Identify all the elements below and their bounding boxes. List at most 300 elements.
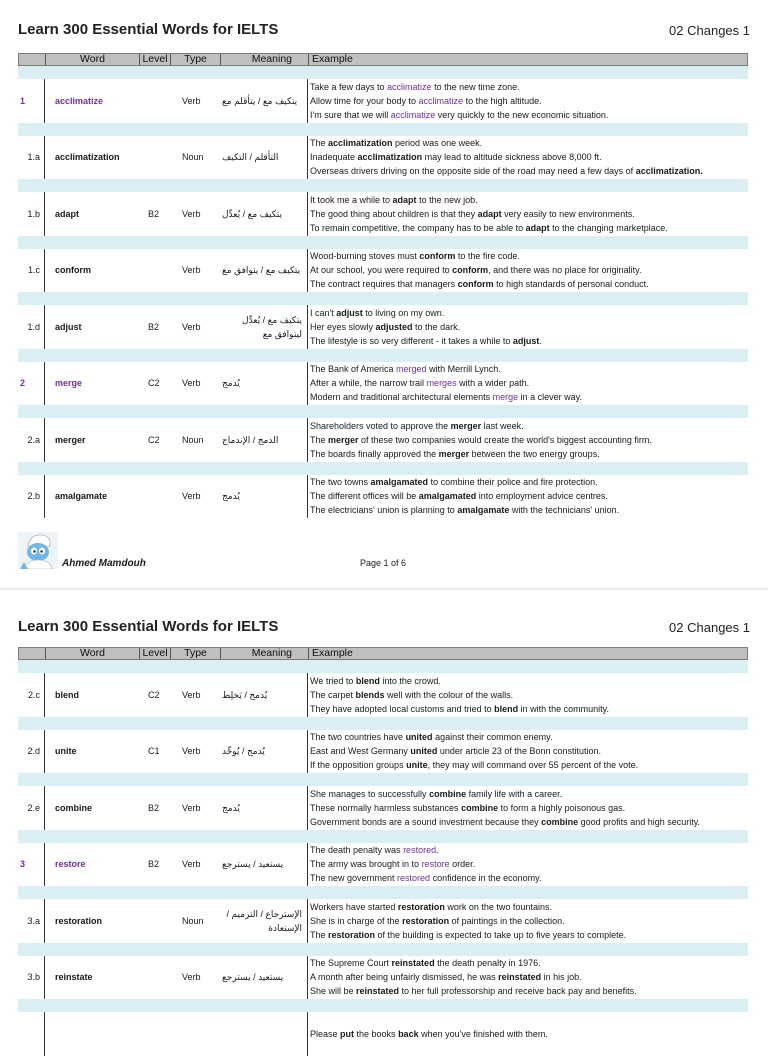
- example-fragment: under article 23 of the Bonn constitution.: [437, 746, 601, 757]
- example-sentence: [310, 249, 520, 263]
- row-spacer: [18, 999, 748, 1012]
- author-avatar: [18, 532, 58, 569]
- table-row: [18, 136, 748, 180]
- type-cell: Verb: [182, 491, 201, 502]
- example-fragment: put: [340, 1028, 355, 1039]
- changes-label: 02 Changes 1: [669, 620, 750, 635]
- table-row: [18, 362, 748, 406]
- example-fragment: adapt: [525, 222, 550, 233]
- row-number: 1.b: [27, 208, 40, 219]
- example-fragment: Allow time for your body to: [310, 95, 419, 106]
- row-number: 1: [20, 95, 26, 106]
- column-rule: [307, 79, 308, 123]
- example-sentence: [310, 489, 608, 503]
- level-cell: C2: [148, 378, 160, 389]
- example-fragment: unite: [406, 760, 428, 771]
- example-fragment: The army was brought in to: [310, 859, 422, 870]
- example-fragment: conform: [419, 251, 456, 262]
- example-fragment: in his job.: [541, 972, 582, 983]
- example-sentence: [310, 702, 609, 716]
- example-fragment: adjust: [336, 307, 363, 318]
- example-sentence: [310, 970, 582, 984]
- column-rule: [44, 136, 45, 180]
- example-cell: [310, 1012, 748, 1056]
- example-cell: [310, 730, 748, 774]
- example-fragment: to form a highly poisonous gas.: [498, 802, 626, 813]
- table-row: [18, 79, 748, 123]
- example-cell: [310, 249, 748, 293]
- type-cell: Verb: [182, 378, 201, 389]
- level-cell: [148, 475, 178, 519]
- example-fragment: very easily to new environments.: [501, 208, 635, 219]
- example-fragment: Take a few days to: [310, 81, 388, 92]
- row-number: [18, 1012, 42, 1056]
- example-sentence: [310, 334, 542, 348]
- example-fragment: order.: [449, 859, 476, 870]
- example-sentence: [310, 193, 478, 207]
- example-fragment: acclimatization: [357, 152, 423, 163]
- example-cell: [310, 362, 748, 406]
- example-fragment: adapt: [477, 208, 502, 219]
- changes-label: 02 Changes 1: [669, 23, 750, 38]
- example-fragment: We tried to: [310, 675, 356, 686]
- row-spacer: [18, 462, 748, 475]
- type-cell: Verb: [182, 208, 201, 219]
- example-sentence: [310, 801, 625, 815]
- example-sentence: [310, 744, 601, 758]
- column-rule: [44, 249, 45, 293]
- example-fragment: to her full professorship and receive back pay and benefits.: [399, 986, 637, 997]
- example-sentence: [310, 503, 619, 517]
- example-sentence: [310, 94, 542, 108]
- example-fragment: good profits and high security.: [578, 816, 701, 827]
- example-fragment: to high standards of personal conduct.: [493, 279, 649, 290]
- column-rule: [307, 956, 308, 1000]
- row-number: 1.d: [27, 321, 40, 332]
- example-fragment: If the opposition groups: [310, 760, 407, 771]
- row-spacer: [18, 292, 748, 305]
- example-fragment: The electricians' union is planning to: [310, 505, 458, 516]
- example-sentence: [310, 1027, 548, 1041]
- row-number: 2.e: [27, 802, 40, 813]
- table-row: [18, 673, 748, 717]
- example-fragment: reinstated: [391, 958, 435, 969]
- row-spacer: [18, 886, 748, 899]
- example-sentence: [310, 857, 475, 871]
- example-fragment: acclimatization: [328, 138, 393, 149]
- column-rule: [307, 136, 308, 180]
- example-fragment: restoration: [397, 901, 445, 912]
- example-cell: [310, 475, 748, 519]
- page-divider: [0, 588, 768, 590]
- meaning-cell: يتكيف مع / يُعدِّل: [222, 208, 282, 219]
- example-sentence: [310, 320, 460, 334]
- example-fragment: to the fire code.: [455, 251, 520, 262]
- type-cell: Noun: [182, 152, 204, 163]
- column-rule: [307, 249, 308, 293]
- row-spacer: [18, 830, 748, 843]
- example-fragment: The different offices will be: [310, 491, 419, 502]
- example-fragment: in with the community.: [518, 703, 609, 714]
- example-fragment: very quickly to the new economic situation.: [435, 109, 609, 120]
- example-sentence: [310, 108, 608, 122]
- table-row: [18, 305, 748, 349]
- example-fragment: blends: [355, 689, 385, 700]
- row-spacer: [18, 660, 748, 673]
- word-cell: adapt: [55, 208, 80, 219]
- meaning-cell: يتكيف مع / يُعدِّل ليتوافق مع: [242, 314, 302, 339]
- column-rule: [44, 899, 45, 943]
- vocab-table: [18, 53, 748, 518]
- level-cell: B2: [148, 321, 160, 332]
- example-fragment: against their common enemy.: [432, 732, 553, 743]
- example-fragment: Please: [310, 1028, 341, 1039]
- col-level: Level: [139, 54, 170, 65]
- column-rule: [307, 1012, 308, 1056]
- example-sentence: [310, 277, 649, 291]
- example-fragment: restored: [397, 873, 431, 884]
- row-spacer: [18, 943, 748, 956]
- column-rule: [307, 192, 308, 236]
- example-fragment: merge: [492, 392, 519, 403]
- example-fragment: work on the two fountains.: [444, 901, 552, 912]
- example-fragment: The death penalty was: [310, 845, 404, 856]
- example-fragment: The boards finally approved the: [310, 448, 439, 459]
- word-cell: restore: [55, 859, 86, 870]
- example-sentence: [310, 207, 635, 221]
- level-cell: [148, 136, 178, 180]
- example-fragment: combine: [429, 788, 467, 799]
- table-body: [18, 660, 748, 1056]
- row-spacer: [18, 349, 748, 362]
- example-fragment: , and there was no place for originality.: [488, 265, 642, 276]
- example-sentence: [310, 843, 439, 857]
- example-fragment: adjusted: [375, 321, 413, 332]
- column-rule: [44, 418, 45, 462]
- example-fragment: She manages to successfully: [310, 788, 430, 799]
- example-cell: [310, 192, 748, 236]
- example-fragment: restoration: [402, 915, 450, 926]
- col-type: Type: [170, 54, 220, 65]
- row-number: 2.b: [27, 491, 40, 502]
- example-sentence: [310, 871, 541, 885]
- example-fragment: The new government: [310, 873, 398, 884]
- example-sentence: [310, 362, 501, 376]
- example-sentence: [310, 914, 565, 928]
- row-number: 3.b: [27, 972, 40, 983]
- column-rule: [307, 418, 308, 462]
- vocab-table: [18, 647, 748, 1056]
- example-fragment: conform: [457, 279, 494, 290]
- example-fragment: blend: [355, 675, 380, 686]
- table-row: [18, 730, 748, 774]
- example-fragment: It took me a while to: [310, 194, 393, 205]
- type-cell: Verb: [182, 321, 201, 332]
- example-fragment: reinstated: [498, 972, 542, 983]
- type-cell: Verb: [182, 746, 201, 757]
- example-fragment: The Bank of America: [310, 364, 397, 375]
- table-row: [18, 475, 748, 519]
- level-cell: B2: [148, 802, 160, 813]
- example-sentence: [310, 956, 541, 970]
- example-sentence: [310, 80, 520, 94]
- example-fragment: Shareholders voted to approve the: [310, 420, 451, 431]
- example-cell: [310, 899, 748, 943]
- meaning-cell: التأقلم / التكيف: [222, 152, 279, 163]
- example-sentence: [310, 164, 703, 178]
- example-fragment: Her eyes slowly: [310, 321, 376, 332]
- type-cell: Verb: [182, 859, 201, 870]
- example-sentence: [310, 984, 637, 998]
- word-cell: unite: [55, 746, 77, 757]
- level-cell: [148, 956, 178, 1000]
- meaning-cell: يُدمج / يُوحِّد: [222, 746, 265, 757]
- example-fragment: The good thing about children is that they: [310, 208, 478, 219]
- example-fragment: Wood-burning stoves must: [310, 251, 420, 262]
- example-cell: [310, 673, 748, 717]
- example-sentence: [310, 263, 642, 277]
- column-rule: [44, 786, 45, 830]
- example-fragment: acclimatize: [390, 109, 436, 120]
- example-fragment: the books: [354, 1028, 399, 1039]
- example-fragment: back: [398, 1028, 419, 1039]
- row-number: 1.a: [27, 152, 40, 163]
- example-fragment: reinstated: [356, 986, 400, 997]
- table-row: [18, 786, 748, 830]
- example-fragment: to combine their police and fire protection.: [428, 477, 598, 488]
- example-sentence: [310, 390, 582, 404]
- row-number: 3.a: [27, 915, 40, 926]
- table-row: [18, 843, 748, 887]
- example-fragment: amalgamated: [418, 491, 477, 502]
- example-fragment: , they may will command over 55 percent of the vote.: [427, 760, 639, 771]
- row-number: 3: [20, 859, 26, 870]
- example-fragment: A month after being unfairly dismissed, he was: [310, 972, 499, 983]
- table-row: [18, 956, 748, 1000]
- example-fragment: Overseas drivers driving on the opposite side of the road may need a few days of: [310, 166, 636, 177]
- example-fragment: amalgamate: [457, 505, 510, 516]
- table-row: [18, 899, 748, 943]
- example-fragment: The carpet: [310, 689, 356, 700]
- meaning-cell: الدمج / الإندماج: [222, 434, 279, 445]
- example-fragment: merger: [328, 434, 359, 445]
- column-rule: [44, 956, 45, 1000]
- example-fragment: East and West Germany: [310, 746, 411, 757]
- example-fragment: acclimatization.: [635, 166, 703, 177]
- example-fragment: with a wider path.: [456, 378, 530, 389]
- example-fragment: Workers have started: [310, 901, 398, 912]
- meaning-cell: يُدمج / يَخلِط: [222, 689, 268, 700]
- level-cell: [148, 1012, 178, 1056]
- table-header: [18, 647, 748, 660]
- col-example: Example: [308, 54, 747, 65]
- type-cell: Noun: [182, 434, 204, 445]
- example-fragment: Modern and traditional architectural elements: [310, 392, 493, 403]
- page-number: Page 1 of 6: [360, 558, 407, 568]
- example-fragment: acclimatize: [418, 95, 464, 106]
- example-fragment: These normally harmless substances: [310, 802, 462, 813]
- type-cell: Verb: [182, 265, 201, 276]
- example-sentence: [310, 306, 444, 320]
- example-fragment: The two towns: [310, 477, 371, 488]
- col-meaning: Meaning: [220, 54, 308, 65]
- example-cell: [310, 843, 748, 887]
- example-fragment: merges: [426, 378, 457, 389]
- column-rule: [307, 899, 308, 943]
- page-title: Learn 300 Essential Words for IELTS: [18, 618, 279, 635]
- example-fragment: united: [405, 732, 433, 743]
- column-rule: [44, 843, 45, 887]
- example-fragment: of these two companies would create the world's biggest accounting firm.: [358, 434, 652, 445]
- example-sentence: [310, 475, 598, 489]
- meaning-cell: الإسترجاع / الترميم / الإستعادة: [226, 908, 302, 933]
- example-fragment: may lead to altitude sickness above 8,000 ft.: [422, 152, 602, 163]
- example-fragment: with Merrill Lynch.: [426, 364, 501, 375]
- column-rule: [307, 673, 308, 717]
- word-cell: merger: [55, 434, 86, 445]
- column-rule: [44, 1012, 45, 1056]
- example-fragment: At our school, you were required to: [310, 265, 453, 276]
- example-fragment: Government bonds are a sound investment because they: [310, 816, 542, 827]
- example-fragment: to living on my own.: [362, 307, 445, 318]
- row-number: 2.d: [27, 746, 40, 757]
- page-title: Learn 300 Essential Words for IELTS: [18, 21, 279, 38]
- column-rule: [307, 843, 308, 887]
- example-fragment: The Supreme Court: [310, 958, 392, 969]
- level-cell: [148, 899, 178, 943]
- meaning-cell: [222, 1012, 302, 1056]
- level-cell: B2: [148, 859, 160, 870]
- column-rule: [44, 730, 45, 774]
- example-fragment: in a clever way.: [518, 392, 582, 403]
- example-fragment: The: [310, 138, 329, 149]
- example-fragment: The lifestyle is so very different - it takes a while to: [310, 335, 513, 346]
- column-rule: [307, 786, 308, 830]
- example-fragment: amalgamated: [370, 477, 429, 488]
- example-fragment: with the technicians' union.: [509, 505, 620, 516]
- example-sentence: [310, 928, 626, 942]
- row-spacer: [18, 123, 748, 136]
- example-fragment: family life with a career.: [466, 788, 563, 799]
- example-fragment: between the two energy groups.: [469, 448, 600, 459]
- word-cell: [55, 1012, 145, 1056]
- example-fragment: into employment advice centres.: [476, 491, 608, 502]
- example-fragment: merger: [438, 448, 470, 459]
- word-cell: acclimatize: [55, 95, 104, 106]
- example-fragment: last week.: [481, 420, 524, 431]
- word-cell: conform: [55, 265, 91, 276]
- example-fragment: I can't: [310, 307, 337, 318]
- meaning-cell: يتكيف مع / يتوافق مع: [222, 265, 301, 276]
- example-fragment: merger: [450, 420, 482, 431]
- example-sentence: [310, 433, 652, 447]
- example-fragment: the death penalty in 1976.: [434, 958, 541, 969]
- example-fragment: adjust: [512, 335, 540, 346]
- word-cell: reinstate: [55, 972, 93, 983]
- example-sentence: [310, 758, 638, 772]
- example-fragment: confidence in the economy.: [430, 873, 542, 884]
- example-cell: [310, 956, 748, 1000]
- example-fragment: combine: [461, 802, 499, 813]
- example-sentence: [310, 900, 552, 914]
- col-level: Level: [139, 648, 170, 659]
- example-fragment: The contract requires that managers: [310, 279, 458, 290]
- type-cell: Verb: [182, 95, 201, 106]
- row-number: 2.c: [27, 689, 40, 700]
- col-word: Word: [45, 54, 139, 65]
- example-fragment: She is in charge of the: [310, 915, 403, 926]
- col-example: Example: [308, 648, 747, 659]
- example-fragment: to the new job.: [416, 194, 478, 205]
- word-cell: acclimatization: [55, 152, 120, 163]
- example-fragment: restoration: [328, 929, 376, 940]
- example-fragment: to the dark.: [412, 321, 461, 332]
- example-sentence: [310, 674, 441, 688]
- word-cell: adjust: [55, 321, 82, 332]
- example-sentence: [310, 815, 700, 829]
- example-cell: [310, 305, 748, 349]
- col-type: Type: [170, 648, 220, 659]
- row-spacer: [18, 236, 748, 249]
- level-cell: C1: [148, 746, 160, 757]
- word-cell: blend: [55, 689, 79, 700]
- example-sentence: [310, 136, 482, 150]
- type-cell: Noun: [182, 915, 204, 926]
- example-fragment: She will be: [310, 986, 357, 997]
- example-fragment: I'm sure that we will: [310, 109, 391, 120]
- example-sentence: [310, 447, 600, 461]
- example-fragment: to the changing marketplace.: [549, 222, 668, 233]
- row-spacer: [18, 773, 748, 786]
- column-rule: [44, 362, 45, 406]
- table-header: [18, 53, 748, 66]
- level-cell: [148, 249, 178, 293]
- meaning-cell: يتكيف مع / يتأقلم مع: [222, 95, 298, 106]
- example-fragment: The two countries have: [310, 732, 406, 743]
- type-cell: Verb: [182, 689, 201, 700]
- meaning-cell: يُدمج: [222, 802, 240, 813]
- example-sentence: [310, 150, 602, 164]
- word-cell: combine: [55, 802, 93, 813]
- example-fragment: To remain competitive, the company has to be able to: [310, 222, 526, 233]
- level-cell: C2: [148, 689, 160, 700]
- column-rule: [307, 730, 308, 774]
- example-fragment: They have adopted local customs and tried to: [310, 703, 495, 714]
- column-rule: [44, 673, 45, 717]
- author-name: Ahmed Mamdouh: [62, 558, 146, 569]
- example-cell: [310, 418, 748, 462]
- table-row: [18, 1012, 748, 1056]
- column-rule: [307, 475, 308, 519]
- example-fragment: .: [436, 845, 439, 856]
- example-sentence: [310, 419, 524, 433]
- word-cell: amalgamate: [55, 491, 108, 502]
- example-fragment: well with the colour of the walls.: [384, 689, 514, 700]
- column-rule: [307, 305, 308, 349]
- word-cell: merge: [55, 378, 83, 389]
- example-fragment: of the building is expected to take up to five years to complete.: [375, 929, 627, 940]
- example-fragment: to the high altitude.: [463, 95, 542, 106]
- example-sentence: [310, 376, 529, 390]
- column-rule: [44, 79, 45, 123]
- page-footer: [18, 531, 748, 571]
- table-row: [18, 192, 748, 236]
- level-cell: B2: [148, 208, 160, 219]
- example-fragment: period was one week.: [392, 138, 483, 149]
- example-fragment: into the crowd.: [379, 675, 441, 686]
- type-cell: Verb: [182, 972, 201, 983]
- table-row: [18, 249, 748, 293]
